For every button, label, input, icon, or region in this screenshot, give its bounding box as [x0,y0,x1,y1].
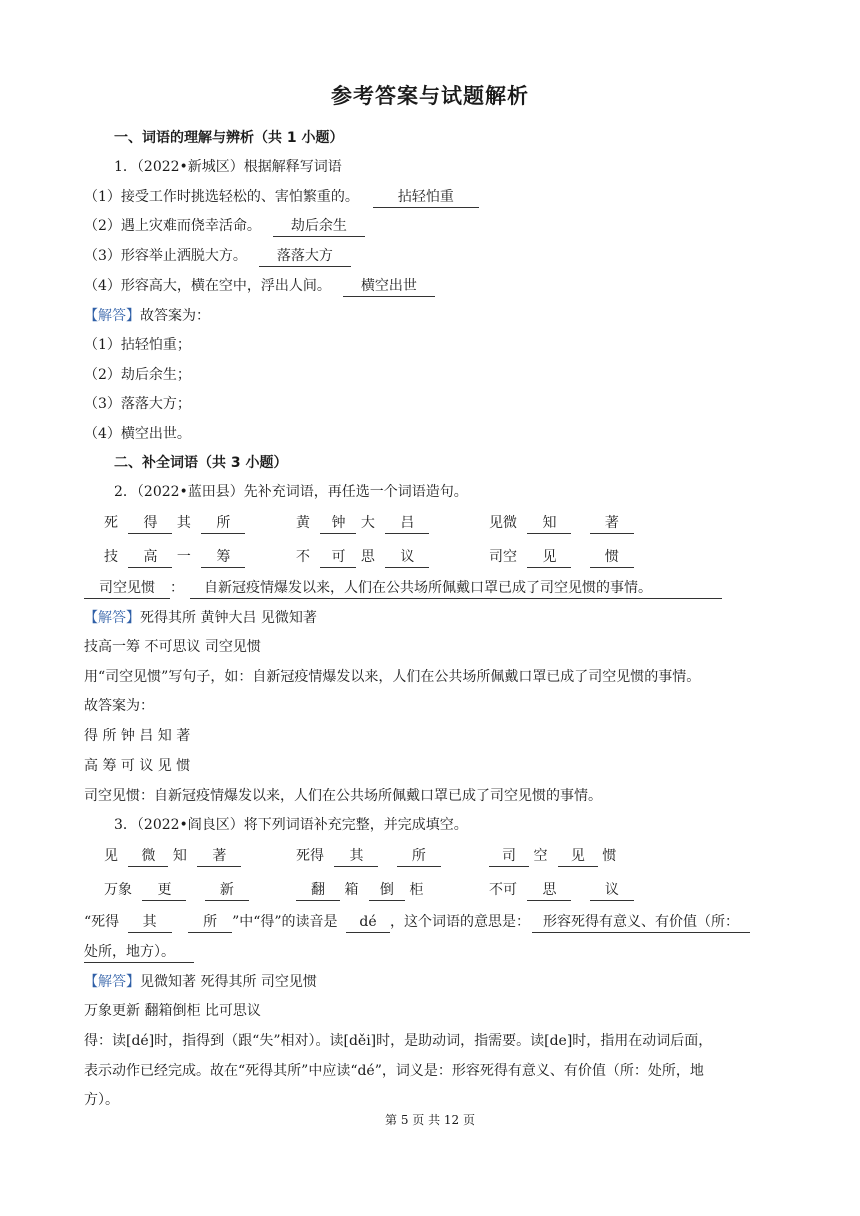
question-stem: 1．（2022•新城区）根据解释写词语 [114,159,342,175]
solution-tag: 【解答】 [84,308,140,324]
answer-blank: 议 [590,881,634,901]
fill-sentence [84,912,750,933]
idiom-char: 其 [176,515,191,531]
solution-line [84,608,317,628]
answer-blank: 新 [205,881,249,901]
answer-blank: 倒 [369,881,405,901]
idiom-fill [489,513,634,534]
idiom-char: 万象 [104,882,132,898]
section-heading: 二、补全词语（共 3 小题） [114,455,288,471]
solution-line: （2）劫后余生； [84,367,191,383]
solution-tag: 【解答】 [84,974,140,990]
separator: ： [170,580,184,596]
solution-line: 司空见惯：自新冠疫情爆发以来，人们在公共场所佩戴口罩已成了司空见惯的事情。 [84,788,602,804]
answer-blank: 司 [489,847,529,867]
answer-blank: 高 [128,548,172,568]
idiom-char: 死 [104,515,118,531]
answer-blank: 落落大方 [259,247,351,267]
idiom-char: 知 [172,848,187,864]
solution-line: 高 筹 可 议 见 惯 [84,758,191,774]
idiom-fill [489,846,616,867]
fill-sentence-cont [84,942,194,963]
answer-blank: 司空见惯 [84,579,170,599]
solution-line: （3）落落大方； [84,396,191,412]
solution-line: （1）拈轻怕重； [84,337,191,353]
answer-blank: 著 [197,847,241,867]
answer-blank: dé [346,913,390,933]
answer-blank: 可 [320,548,356,568]
solution-line [84,306,210,326]
idiom-char: 见 [104,848,118,864]
fill-text: “死得 [84,914,120,930]
idiom-fill [296,547,429,568]
answer-blank: 见 [558,847,598,867]
idiom-char: 一 [176,549,191,565]
question-item [84,216,365,237]
idiom-fill [104,547,245,568]
idiom-fill [489,547,634,568]
answer-blank: 形容死得有意义、有价值（所： [532,913,750,933]
answer-blank: 拈轻怕重 [373,188,479,208]
idiom-char: 思 [360,549,375,565]
question-stem: 3．（2022•阎良区）将下列词语补充完整，并完成填空。 [114,817,468,833]
idiom-char: 不可 [489,882,517,898]
idiom-char: 空 [533,848,548,864]
answer-blank: 惯 [590,548,634,568]
idiom-fill [296,513,429,534]
answer-blank: 其 [334,847,378,867]
solution-line: 得 所 钟 吕 知 著 [84,728,191,744]
solution-line: 技高一筹 不可思议 司空见惯 [84,639,261,655]
idiom-fill [296,846,441,867]
idiom-char: 黄 [296,515,310,531]
idiom-char: 惯 [602,848,617,864]
answer-blank: 劫后余生 [273,217,365,237]
answer-blank: 吕 [385,514,429,534]
idiom-char: 司空 [489,549,517,565]
solution-text: 故答案为： [140,308,210,324]
question-item [84,276,435,297]
solution-line [84,972,317,992]
answer-blank: 议 [385,548,429,568]
item-text: （2）遇上灾难而侥幸活命。 [84,218,261,234]
idiom-char: 见微 [489,515,517,531]
answer-blank: 更 [142,881,186,901]
idiom-fill [489,880,634,901]
answer-blank: 思 [527,881,571,901]
answer-blank: 所 [201,514,245,534]
answer-blank: 微 [128,847,168,867]
answer-blank: 见 [527,548,571,568]
solution-line: 得：读[dé]时，指得到（跟“失”相对）。读[děi]时，是助动词，指需要。读[de]时，指用在动词后面， [84,1033,713,1049]
answer-blank: 钟 [320,514,356,534]
answer-blank: 自新冠疫情爆发以来，人们在公共场所佩戴口罩已成了司空见惯的事情。 [190,579,722,599]
idiom-char: 技 [104,549,118,565]
page-footer: 第 5 页 共 12 页 [385,1113,475,1127]
answer-blank: 横空出世 [343,277,435,297]
solution-tag: 【解答】 [84,610,140,626]
idiom-fill [104,513,245,534]
solution-line: 故答案为： [84,698,154,714]
page-title: 参考答案与试题解析 [331,84,529,108]
solution-line: 用“司空见惯”写句子，如：自新冠疫情爆发以来，人们在公共场所佩戴口罩已成了司空见惯的事情。 [84,669,701,685]
question-item [84,187,479,208]
answer-blank: 其 [128,913,172,933]
fill-text: ，这个词语的意思是： [390,914,531,930]
idiom-char: 箱 [344,882,359,898]
solution-text: 见微知著 死得其所 司空见惯 [140,974,317,990]
answer-blank: 著 [590,514,634,534]
answer-blank: 所 [397,847,441,867]
sentence-answer [84,578,722,599]
solution-text: 死得其所 黄钟大吕 见微知著 [140,610,317,626]
answer-blank: 筹 [201,548,245,568]
answer-blank: 得 [128,514,172,534]
item-text: （3）形容举止洒脱大方。 [84,248,247,264]
answer-blank: 知 [527,514,571,534]
item-text: （4）形容高大，横在空中，浮出人间。 [84,278,331,294]
idiom-char: 大 [360,515,375,531]
question-stem: 2．（2022•蓝田县）先补充词语，再任选一个词语造句。 [114,484,468,500]
answer-blank: 处所，地方）。 [84,943,194,963]
idiom-fill [104,846,241,867]
idiom-char: 柜 [409,882,424,898]
idiom-fill [104,880,249,901]
idiom-char: 死得 [296,848,324,864]
solution-line: （4）横空出世。 [84,426,191,442]
solution-line: 万象更新 翻箱倒柜 比可思议 [84,1003,261,1019]
fill-text: ”中“得”的读音是 [232,914,338,930]
item-text: （1）接受工作时挑选轻松的、害怕繁重的。 [84,189,359,205]
answer-blank: 翻 [296,881,340,901]
idiom-fill [296,880,423,901]
solution-line: 表示动作已经完成。故在“死得其所”中应读“dé”，词义是：形容死得有意义、有价值（所：处所，地 [84,1063,704,1079]
answer-blank: 所 [188,913,232,933]
question-item [84,246,351,267]
solution-line: 方）。 [84,1092,119,1108]
idiom-char: 不 [296,549,310,565]
section-heading: 一、词语的理解与辨析（共 1 小题） [114,130,344,146]
